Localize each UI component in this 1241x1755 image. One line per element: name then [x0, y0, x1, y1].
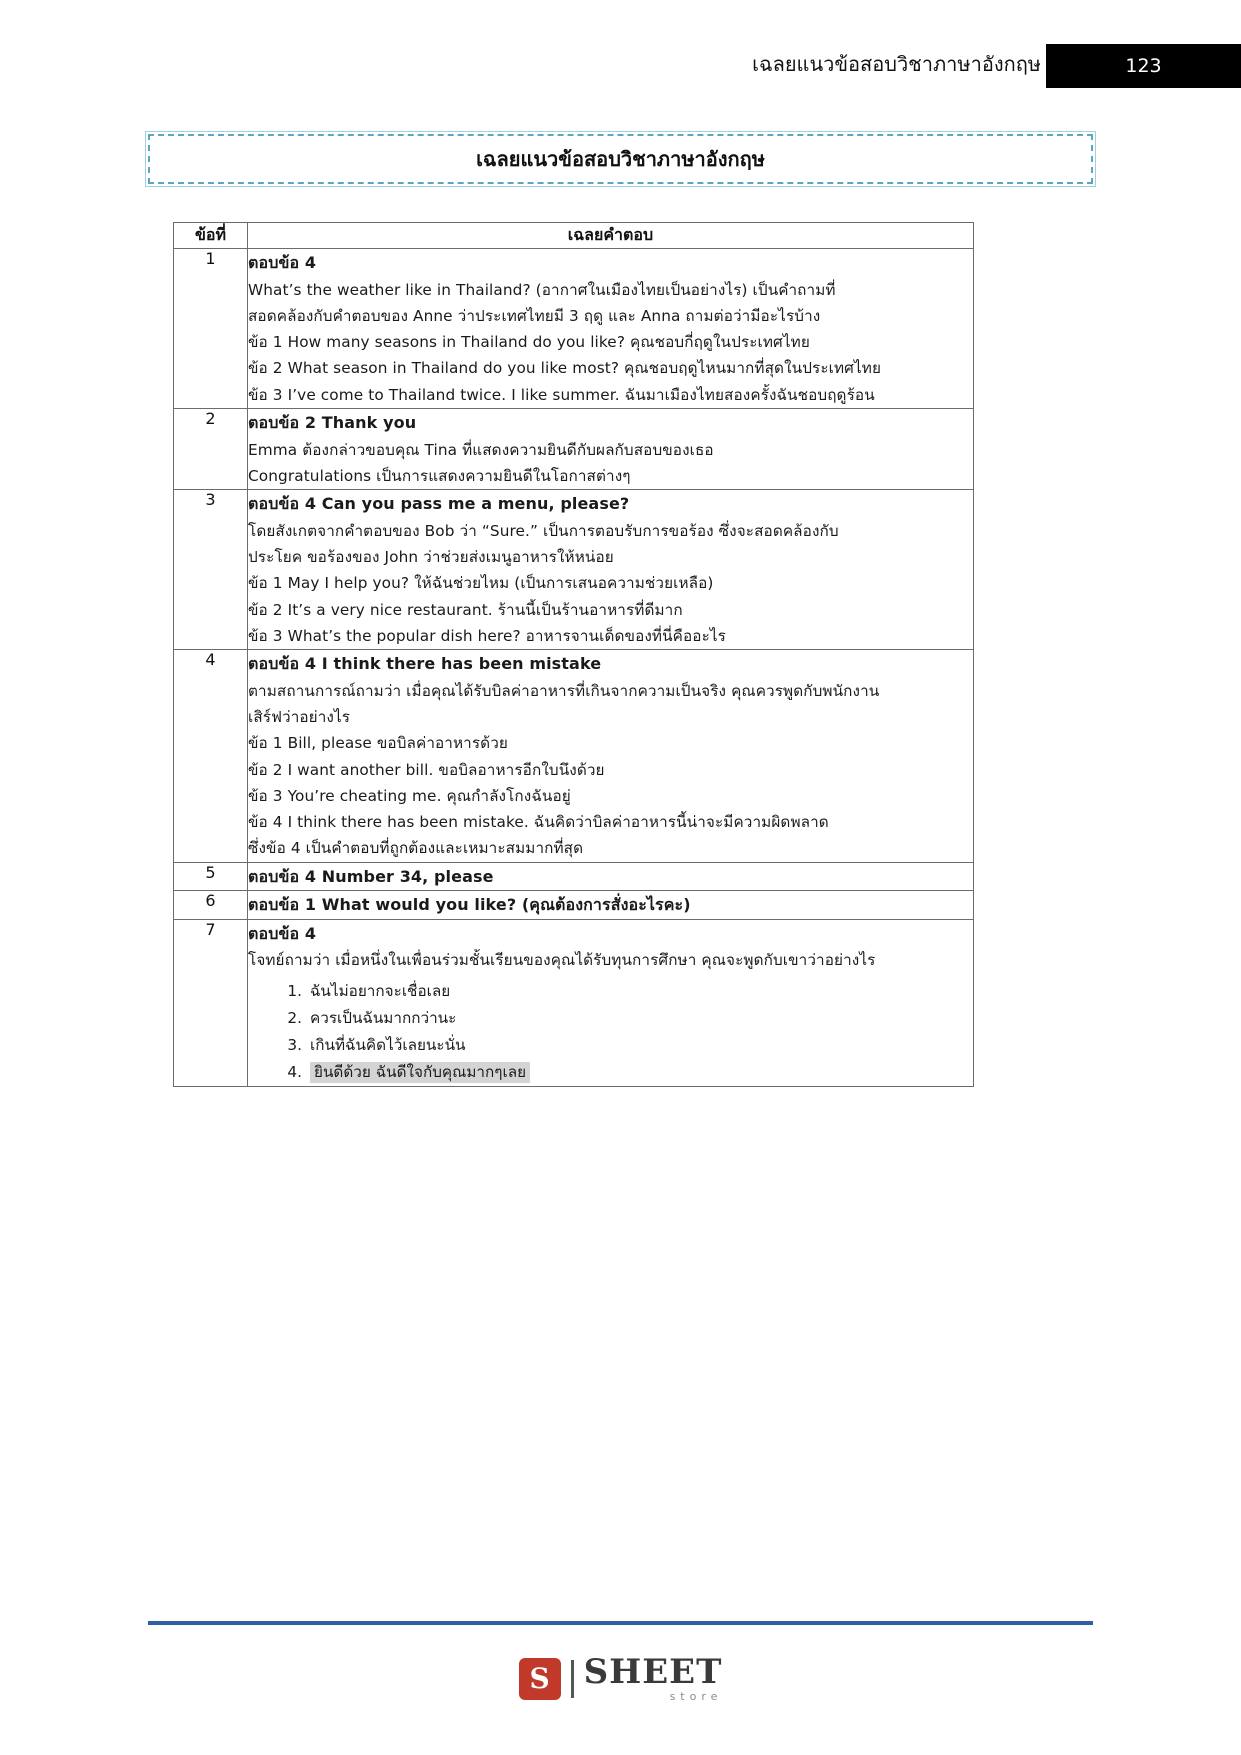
- row-number-cell: 6: [174, 891, 248, 920]
- table-row: [174, 650, 974, 863]
- answer-line: ข้อ 2 What season in Thailand do you like most? คุณชอบฤดูไหนมากที่สุดในประเทศไทย: [248, 359, 882, 378]
- option-label: เกินที่ฉันคิดไว้เลยนะนั่น: [310, 1035, 466, 1054]
- answer-cell: [248, 650, 974, 863]
- answer-line: โจทย์ถามว่า เมื่อหนึ่งในเพื่อนร่วมชั้นเรียนของคุณได้รับทุนการศึกษา คุณจะพูดกับเขาว่าอย่างไร: [248, 951, 876, 970]
- option-number: 3.: [287, 1035, 302, 1054]
- answer-line: Emma ต้องกล่าวขอบคุณ Tina ที่แสดงความยินดีกับผลกับสอบของเธอ: [248, 440, 714, 459]
- answer-line: ข้อ 4 I think there has been mistake. ฉันคิดว่าบิลค่าอาหารนี้น่าจะมีความผิดพลาด: [248, 813, 829, 832]
- row-number-cell: 7: [174, 919, 248, 1087]
- option-item: [287, 978, 973, 1005]
- row-number-cell: 2: [174, 409, 248, 490]
- logo-wordmark: [583, 1652, 723, 1703]
- answer-line: ประโยค ขอร้องของ John ว่าช่วยส่งเมนูอาหารให้หน่อย: [248, 547, 614, 566]
- answer-heading: ตอบข้อ 2 Thank you: [248, 413, 417, 432]
- answer-heading: ตอบข้อ 4 Can you pass me a menu, please?: [248, 494, 630, 514]
- footer-logo: [0, 1652, 1241, 1703]
- answer-line: ซึ่งข้อ 4 เป็นคำตอบที่ถูกต้องและเหมาะสมมากที่สุด: [248, 839, 584, 858]
- answer-line: ตามสถานการณ์ถามว่า เมื่อคุณได้รับบิลค่าอาหารที่เกินจากความเป็นจริง คุณควรพูดกับพนักงาน: [248, 681, 880, 700]
- answer-heading: ตอบข้อ 4 Number 34, please: [248, 866, 494, 886]
- table-row: [174, 490, 974, 650]
- answer-cell: [248, 490, 974, 650]
- row-number-cell: 1: [174, 249, 248, 409]
- answer-line: ข้อ 3 What’s the popular dish here? อาหารจานเด็ดของที่นี่คืออะไร: [248, 626, 726, 645]
- option-item: [287, 1059, 973, 1086]
- column-header-answer: เฉลยคำตอบ: [248, 223, 974, 249]
- answer-heading: ตอบข้อ 4: [248, 923, 317, 943]
- answer-line: เสิร์ฟว่าอย่างไร: [248, 707, 351, 726]
- page-number: 123: [1125, 55, 1162, 77]
- answer-line: ข้อ 1 Bill, please ขอบิลค่าอาหารด้วย: [248, 734, 508, 753]
- option-item: [287, 1032, 973, 1059]
- option-item: [287, 1005, 973, 1032]
- option-number: 1.: [287, 981, 302, 1000]
- header-title: เฉลยแนวข้อสอบวิชาภาษาอังกฤษ: [752, 52, 1041, 76]
- option-number: 2.: [287, 1008, 302, 1027]
- answer-heading: ตอบข้อ 4: [248, 253, 317, 272]
- answer-line: โดยสังเกตจากคำตอบของ Bob ว่า “Sure.” เป็นการตอบรับการขอร้อง ซึ่งจะสอดคล้องกับ: [248, 521, 839, 540]
- table-row: [174, 249, 974, 409]
- column-header-number: ข้อที่: [174, 223, 248, 249]
- option-label: ฉันไม่อยากจะเชื่อเลย: [310, 981, 451, 1000]
- row-number-cell: 5: [174, 862, 248, 891]
- logo-mark-icon: S: [519, 1658, 561, 1700]
- logo-divider: [571, 1660, 574, 1698]
- answer-line: Congratulations เป็นการแสดงความยินดีในโอกาสต่างๆ: [248, 466, 631, 485]
- table-header-row: [174, 223, 974, 249]
- answer-line: ข้อ 3 I’ve come to Thailand twice. I like summer. ฉันมาเมืองไทยสองครั้งฉันชอบฤดูร้อน: [248, 385, 875, 404]
- answer-cell: [248, 862, 974, 891]
- option-list: [248, 978, 973, 1087]
- footer-divider: [148, 1621, 1093, 1625]
- table-row: [174, 862, 974, 891]
- answer-line: What’s the weather like in Thailand? (อากาศในเมืองไทยเป็นอย่างไร) เป็นคำถามที่: [248, 280, 836, 299]
- answer-line: ข้อ 1 How many seasons in Thailand do you like? คุณชอบกี่ฤดูในประเทศไทย: [248, 333, 810, 352]
- answer-line: สอดคล้องกับคำตอบของ Anne ว่าประเทศไทยมี 3 ฤดู และ Anna ถามต่อว่ามีอะไรบ้าง: [248, 306, 821, 325]
- logo-subtext: store: [669, 1690, 723, 1703]
- option-label: ควรเป็นฉันมากกว่านะ: [310, 1008, 457, 1027]
- row-number-cell: 3: [174, 490, 248, 650]
- table-row: [174, 891, 974, 920]
- page-number-badge: [1046, 44, 1241, 88]
- row-number-cell: 4: [174, 650, 248, 863]
- table-row: [174, 919, 974, 1087]
- answer-cell: [248, 891, 974, 920]
- table-row: [174, 409, 974, 490]
- answer-key-table: [173, 222, 974, 1087]
- logo-text: SHEET: [583, 1652, 723, 1692]
- answer-line: ข้อ 2 I want another bill. ขอบิลอาหารอีกใบนึงด้วย: [248, 760, 605, 779]
- option-number: 4.: [287, 1063, 302, 1082]
- document-title-banner: [148, 134, 1093, 184]
- answer-cell: [248, 409, 974, 490]
- answer-line: ข้อ 2 It’s a very nice restaurant. ร้านนี้เป็นร้านอาหารที่ดีมาก: [248, 600, 683, 619]
- option-label-highlighted: ยินดีด้วย ฉันดีใจกับคุณมากๆเลย: [310, 1062, 530, 1083]
- document-title: เฉลยแนวข้อสอบวิชาภาษาอังกฤษ: [476, 147, 765, 171]
- answer-line: ข้อ 3 You’re cheating me. คุณกำลังโกงฉันอยู่: [248, 786, 571, 805]
- answer-heading: ตอบข้อ 4 I think there has been mistake: [248, 654, 602, 674]
- answer-line: ข้อ 1 May I help you? ให้ฉันช่วยไหม (เป็นการเสนอความช่วยเหลือ): [248, 574, 714, 593]
- answer-cell: [248, 919, 974, 1087]
- answer-heading: ตอบข้อ 1 What would you like? (คุณต้องการสั่งอะไรคะ): [248, 895, 691, 915]
- answer-cell: [248, 249, 974, 409]
- page-header: [0, 0, 1241, 100]
